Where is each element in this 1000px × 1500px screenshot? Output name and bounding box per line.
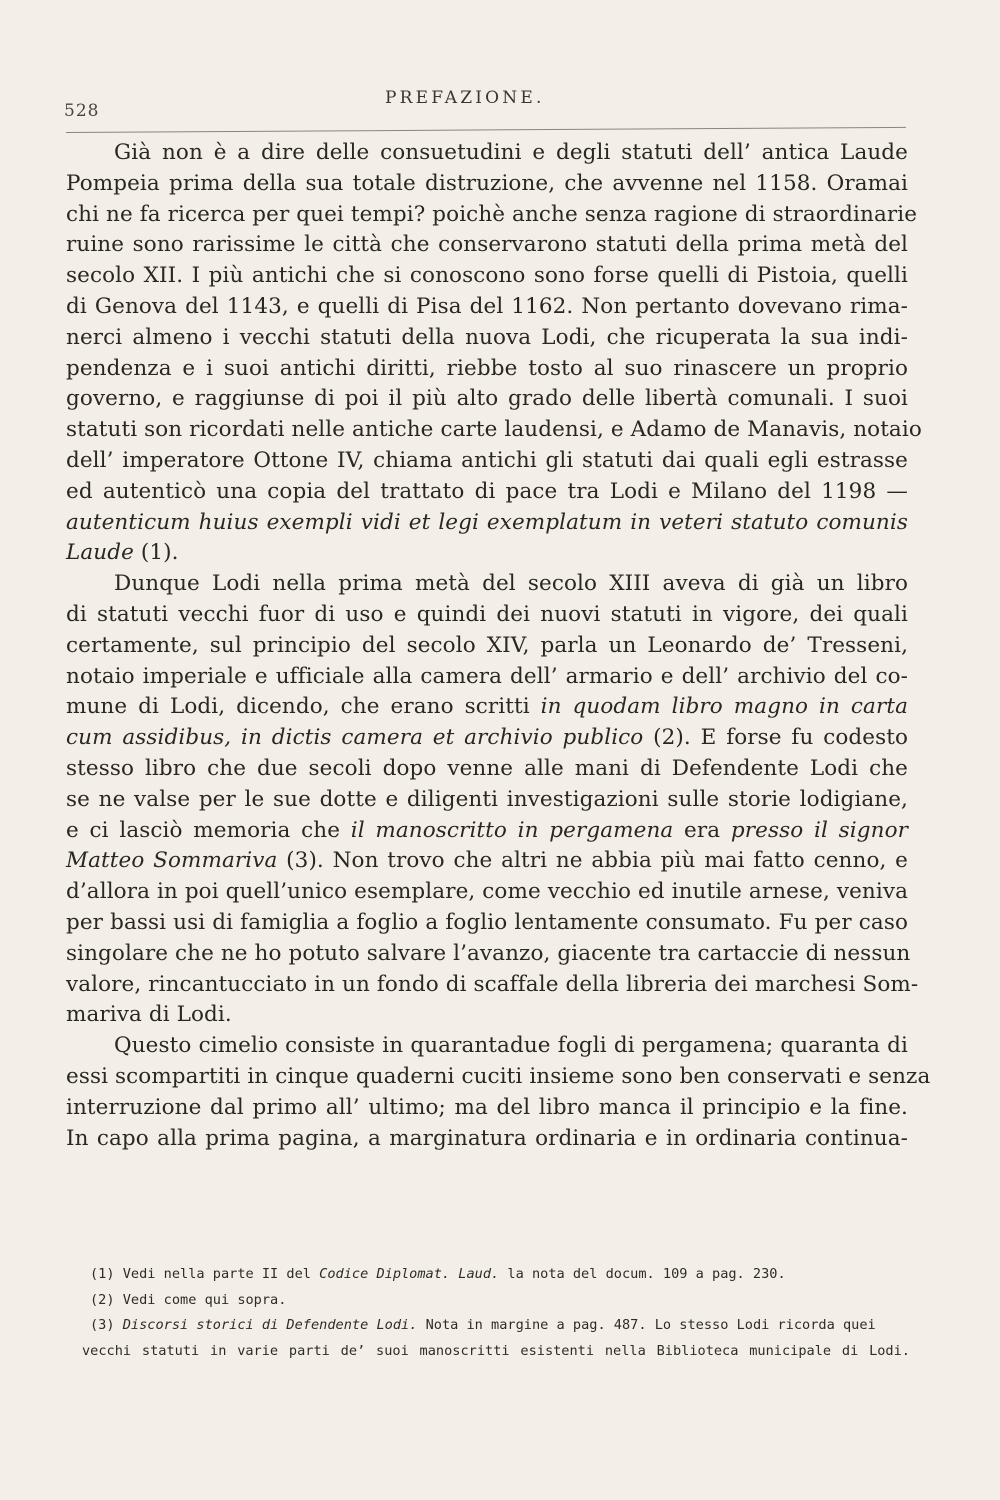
footnotes bbox=[82, 1262, 910, 1364]
text-line bbox=[66, 292, 908, 323]
line-text: di Genova del 1143, e quelli di Pisa del 1162. Non pertanto dovevano rima- bbox=[66, 293, 908, 319]
text-line bbox=[66, 200, 918, 231]
line-italic: autenticum huius exempli vidi et legi exemplatum in veteri statuto comunis bbox=[66, 509, 908, 535]
line-text: era bbox=[673, 817, 731, 843]
text-line bbox=[66, 415, 922, 446]
line-text: secolo XII. I più antichi che si conoscono sono forse quelli di Pistoia, quelli bbox=[66, 263, 908, 289]
line-text: stesso libro che due secoli dopo venne alle mani di Defendente Lodi che bbox=[66, 755, 908, 781]
line-italic: presso il signor bbox=[730, 817, 908, 843]
text-line bbox=[66, 662, 908, 693]
line-text: Pompeia prima della sua totale distruzione, che avvenne nel 1158. Oramai bbox=[66, 170, 908, 196]
text-line bbox=[66, 846, 908, 877]
footnote bbox=[90, 1288, 910, 1314]
footnote bbox=[90, 1313, 910, 1339]
text-line bbox=[66, 692, 908, 723]
text-line bbox=[66, 600, 908, 631]
text-line bbox=[66, 1062, 931, 1093]
text-line bbox=[66, 785, 908, 816]
text-line bbox=[66, 384, 908, 415]
text-line bbox=[66, 323, 908, 354]
text-line bbox=[66, 138, 908, 169]
text-line bbox=[66, 908, 908, 939]
line-text: valore, rincantucciato in un fondo di scaffale della libreria dei marchesi Som- bbox=[66, 971, 919, 997]
text-line bbox=[66, 754, 908, 785]
text-line bbox=[66, 723, 908, 754]
text-line bbox=[66, 569, 908, 600]
line-text: Già non è a dire delle consuetudini e degli statuti dell’ antica Laude bbox=[114, 140, 908, 165]
line-text: d’allora in poi quell’unico esemplare, come vecchio ed inutile arnese, veniva bbox=[66, 879, 908, 905]
line-text: certamente, sul principio del secolo XIV, parla un Leonardo de’ Tresseni, bbox=[66, 632, 908, 658]
line-text: essi scompartiti in cinque quaderni cuciti insieme sono ben conservati e senza bbox=[66, 1063, 931, 1089]
text-line bbox=[66, 508, 908, 539]
line-italic: il manoscritto in pergamena bbox=[350, 817, 674, 843]
line-text: (1). bbox=[133, 540, 179, 566]
footnote-text: la nota del docum. 109 a pag. 230. bbox=[499, 1266, 786, 1282]
footnote-text: (1) Vedi nella parte II del bbox=[90, 1266, 320, 1282]
line-text: mariva di Lodi. bbox=[66, 1002, 232, 1028]
line-italic: in quodam libro magno in carta bbox=[540, 694, 909, 720]
line-text: interruzione dal primo all’ ultimo; ma del libro manca il principio e la fine. bbox=[66, 1094, 908, 1120]
footnote bbox=[90, 1262, 910, 1288]
text-line bbox=[66, 939, 911, 970]
line-italic: cum assidibus, in dictis camera et archivio publico bbox=[66, 725, 644, 751]
line-text: Dunque Lodi nella prima metà del secolo XIII aveva di già un libro bbox=[114, 571, 908, 597]
text-line bbox=[66, 538, 908, 569]
line-text: pendenza e i suoi antichi diritti, riebbe tosto al suo rinascere un proprio bbox=[66, 355, 908, 381]
footnote-text: (2) Vedi come qui sopra. bbox=[90, 1291, 287, 1308]
line-text: di statuti vecchi fuor di uso e quindi dei nuovi statuti in vigore, dei quali bbox=[66, 601, 908, 627]
text-line bbox=[66, 1031, 908, 1062]
page-number: 528 bbox=[64, 101, 100, 121]
line-italic: Laude bbox=[66, 540, 134, 566]
line-text: singolare che ne ho potuto salvare l’avanzo, giacente tra cartaccie di nessun bbox=[66, 940, 911, 966]
text-line bbox=[66, 970, 919, 1001]
line-text: ed autenticò una copia del trattato di pace tra Lodi e Milano del 1198 — bbox=[66, 478, 908, 504]
line-text: ruine sono rarissime le città che conservarono statuti della prima metà del bbox=[66, 232, 908, 258]
text-line bbox=[66, 877, 908, 908]
text-line bbox=[66, 1093, 908, 1124]
text-line bbox=[66, 446, 908, 477]
line-text: In capo alla prima pagina, a marginatura ordinaria e in ordinaria continua- bbox=[66, 1125, 908, 1151]
line-text: notaio imperiale e ufficiale alla camera dell’ armario e dell’ archivio del co- bbox=[66, 663, 908, 689]
line-italic: Matteo Sommariva bbox=[66, 848, 278, 874]
text-line bbox=[66, 1000, 908, 1031]
main-text bbox=[66, 138, 931, 1154]
line-text: nerci almeno i vecchi statuti della nuova Lodi, che ricuperata la sua indi- bbox=[66, 324, 908, 350]
text-line bbox=[66, 354, 908, 385]
line-text: (2). E forse fu codesto bbox=[643, 725, 908, 751]
text-line bbox=[66, 230, 908, 261]
text-line bbox=[66, 169, 908, 200]
line-text: per bassi usi di famiglia a foglio a foglio lentamente consumato. Fu per caso bbox=[66, 909, 908, 935]
header-rule bbox=[66, 127, 906, 133]
line-text: dell’ imperatore Ottone IV, chiama antichi gli statuti dai quali egli estrasse bbox=[66, 447, 908, 473]
line-text: mune di Lodi, dicendo, che erano scritti bbox=[66, 694, 541, 720]
footnote-text: (3) bbox=[90, 1317, 123, 1333]
line-text: governo, e raggiunse di poi il più alto grado delle libertà comunali. I suoi bbox=[66, 386, 908, 412]
line-text: chi ne fa ricerca per quei tempi? poichè anche senza ragione di straordinarie bbox=[66, 201, 918, 227]
footnote-italic: Discorsi storici di Defendente Lodi. bbox=[122, 1317, 418, 1333]
text-line bbox=[66, 477, 908, 508]
line-text: statuti son ricordati nelle antiche carte laudensi, e Adamo de Manavis, notaio bbox=[66, 417, 922, 443]
line-text: se ne valse per le sue dotte e diligenti investigazioni sulle storie lodigiane, bbox=[66, 786, 908, 812]
footnote-italic: Codice Diplomat. Laud. bbox=[319, 1266, 500, 1282]
line-text: Questo cimelio consiste in quarantadue fogli di pergamena; quaranta di bbox=[114, 1033, 908, 1059]
text-line bbox=[66, 631, 908, 662]
footnote bbox=[82, 1339, 910, 1365]
text-line bbox=[66, 816, 908, 847]
line-text: e ci lasciò memoria che bbox=[66, 817, 351, 843]
footnote-text: vecchi statuti in varie parti de’ suoi manoscritti esistenti nella Biblioteca municipale di Lodi. bbox=[82, 1342, 910, 1359]
footnote-text: Nota in margine a pag. 487. Lo stesso Lodi ricorda quei bbox=[417, 1317, 876, 1333]
text-line bbox=[66, 261, 908, 292]
line-text: (3). Non trovo che altri ne abbia più mai fatto cenno, e bbox=[277, 848, 908, 874]
text-line bbox=[66, 1124, 908, 1155]
running-title: PREFAZIONE. bbox=[385, 88, 545, 108]
